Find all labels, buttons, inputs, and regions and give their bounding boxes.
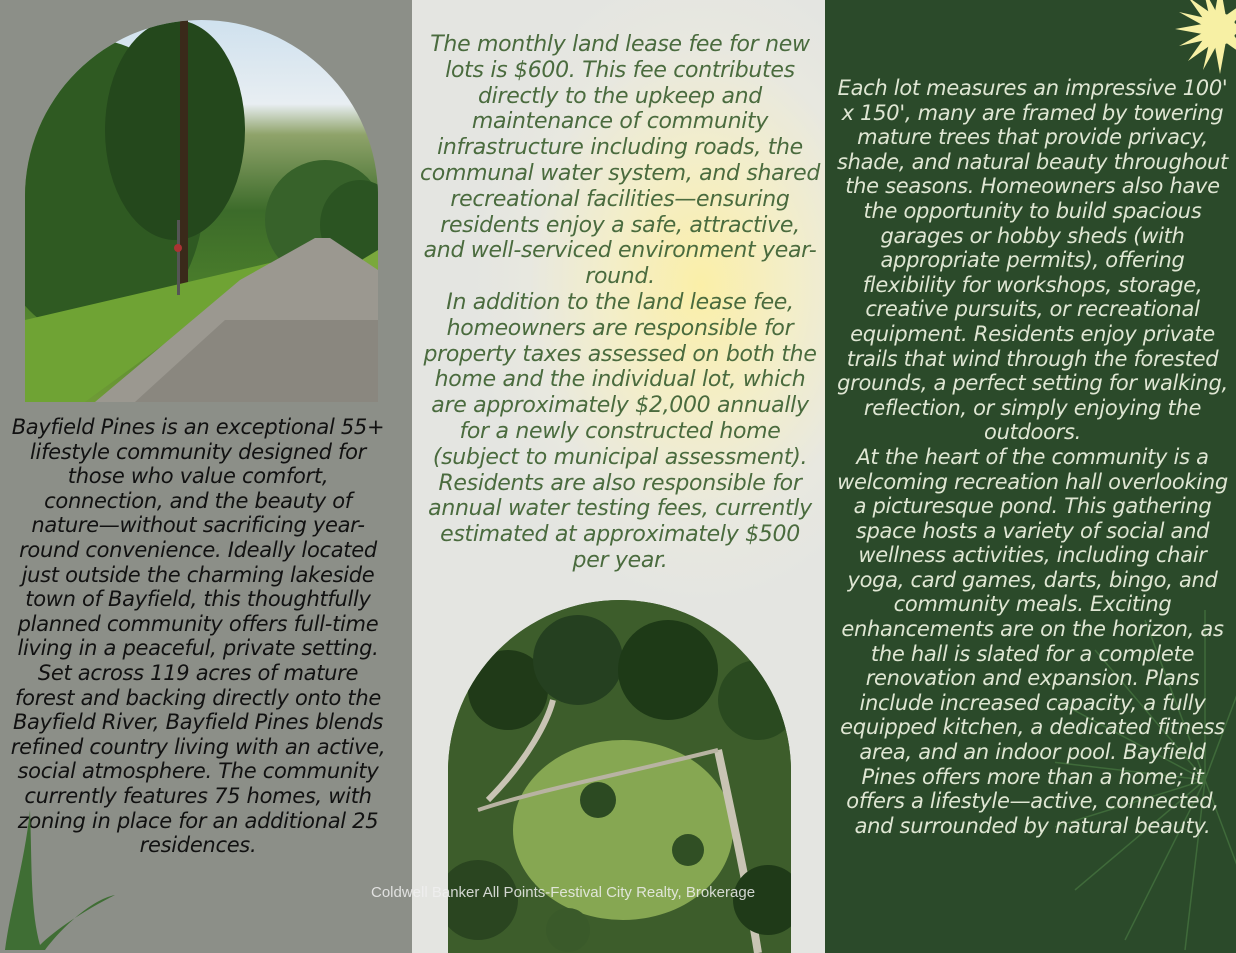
left-paragraph-2: Set across 119 acres of mature forest and backing directly onto the Bayfield River, Bayfield Pines blends refined country living with an active, social atmosphere. The community currently features 75 homes, with zoning in place for an additional 25 residences. — [10, 660, 386, 858]
brokerage-watermark: Coldwell Banker All Points-Festival City Realty, Brokerage — [371, 884, 756, 901]
left-panel — [0, 0, 412, 953]
right-paragraph-2: At the heart of the community is a welcoming recreation hall overlooking a picturesque pond. This gathering space hosts a variety of social and wellness activities, including chair yoga, card games, darts, bingo, and community meals. Exciting enhancements are on the horizon, as the hall is slated for a complete renovation and expansion. Plans include increased capacity, a fully equipped kitchen, a dedicated fitness area, and an indoor pool. Bayfield Pines offers more than a home; it offers a lifestyle—active, connected, and surrounded by natural beauty. — [837, 444, 1228, 838]
middle-paragraph-1: The monthly land lease fee for new lots is $600. This fee contributes directly to the upkeep and maintenance of community infrastructure including roads, the communal water system, and shared recreational facilities—ensuring residents enjoy a safe, attractive, and well-serviced environment year-round. — [420, 32, 821, 290]
right-panel — [825, 0, 1236, 953]
left-paragraph-1: Bayfield Pines is an exceptional 55+ lifestyle community designed for those who value comfort, connection, and the beauty of nature—without sacrificing year-round convenience. Ideally located just outside the charming lakeside town of Bayfield, this thoughtfully planned community offers full-time living in a peaceful, private setting. — [11, 415, 385, 661]
middle-panel — [412, 0, 825, 953]
middle-description — [420, 32, 820, 574]
right-description — [835, 76, 1230, 838]
road-scene-graphic — [25, 20, 378, 402]
leaf-icon — [0, 800, 120, 953]
middle-paragraph-2: In addition to the land lease fee, homeowners are responsible for property taxes assessed on both the home and the individual lot, which are approximately $2,000 annually for a newly constructed home (subject to municipal assessment). Residents are also responsible for annual water testing fees, currently estimated at approximately $500 per year. — [423, 289, 817, 573]
left-description — [8, 415, 388, 858]
right-paragraph-1: Each lot measures an impressive 100' x 150', many are framed by towering mature trees that provide privacy, shade, and natural beauty throughout the seasons. Homeowners also have the opportunity to build spacious garages or hobby sheds (with appropriate permits), offering flexibility for workshops, storage, creative pursuits, or recreational equipment. Residents enjoy private trails that wind through the forested grounds, a perfect setting for walking, reflection, or simply enjoying the outdoors. — [837, 76, 1228, 445]
road-photo — [25, 20, 378, 402]
